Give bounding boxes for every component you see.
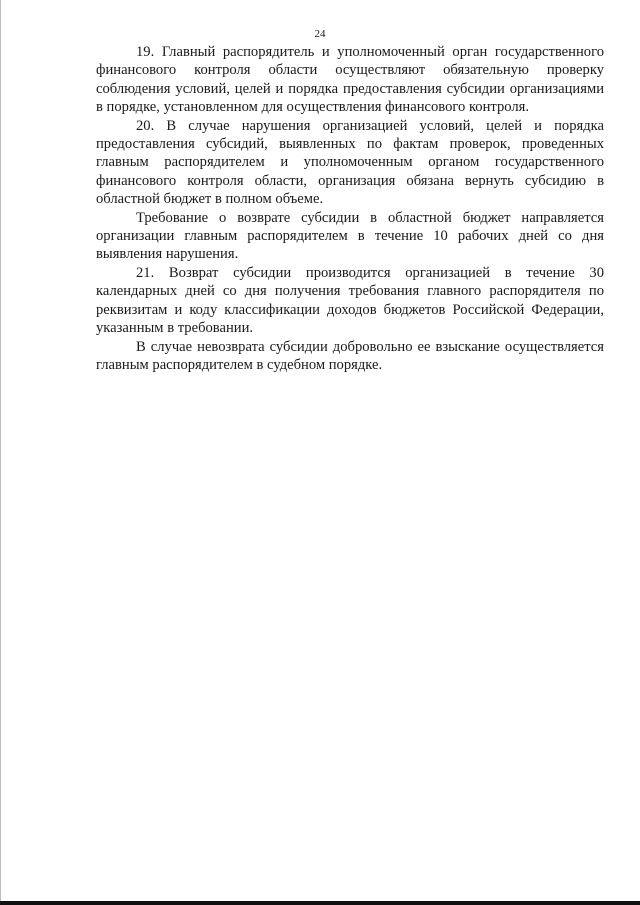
document-body [96,43,604,374]
page-number: 24 [314,28,326,40]
paragraph-20-requirement: Требование о возврате субсидии в областной бюджет направляется организации главным распорядителем в течение 10 рабочих дней со дня выявления нарушения. [96,209,604,263]
scan-edge-bottom [0,901,640,905]
paragraph-19: 19. Главный распорядитель и уполномоченный орган государственного финансового контроля области осуществляют обязательную проверку соблюдения условий, целей и порядка предоставления субсидии организациями в порядке, установленном для осуществления финансового контроля. [96,44,604,116]
paragraph-21: 21. Возврат субсидии производится организацией в течение 30 календарных дней со дня получения требования главного распорядителя по реквизитам и коду классификации доходов бюджетов Российской Федерации, указанным в требовании. [96,264,604,337]
paragraph-21-enforcement: В случае невозврата субсидии добровольно ее взыскание осуществляется главным распорядителем в судебном порядке. [96,338,604,373]
scan-edge-left [0,0,1,905]
paragraph-20: 20. В случае нарушения организацией условий, целей и порядка предоставления субсидий, выявленных по фактам проверок, проведенных главным распорядителем и уполномоченным органом государственного финансового контроля области, организация обязана вернуть субсидию в областной бюджет в полном объеме. [96,117,604,208]
